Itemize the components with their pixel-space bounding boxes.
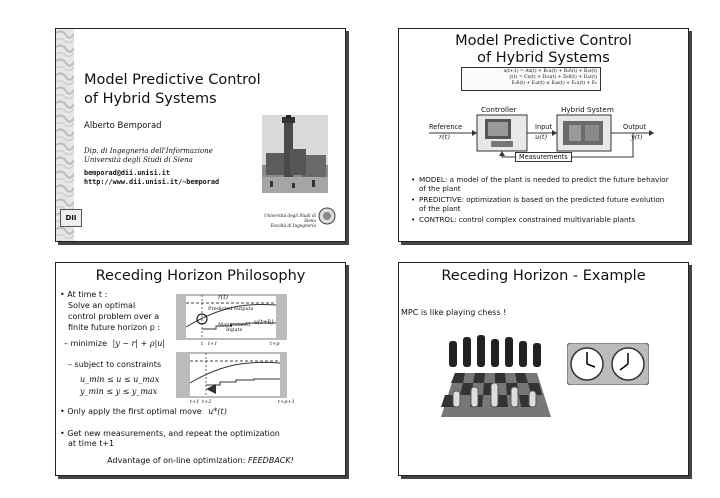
bullet-only-apply: • Only apply the first optimal move u*(t) [60,407,227,416]
title-line-2: of Hybrid Systems [477,50,610,66]
affiliation-line-2: Università degli Studi di Siena [84,156,193,164]
slide-title: Receding Horizon - Example [441,268,646,284]
bullet-model: • MODEL: a model of the plant is needed to predict the future behavior of the plant [411,175,669,193]
chess-board-image [441,335,551,417]
equation-2: y(t) = Cx(t) + D₁u(t) + D₂δ(t) + D₃z(t) [509,75,597,80]
siena-tower-photo [262,115,328,193]
equation-3: E₂δ(t) + E₃z(t) ≤ E₄x(t) + E₁u(t) + E₅ [511,81,597,86]
solve-line-3: finite future horizon p : [68,323,161,332]
input-symbol: u(t) [535,133,548,141]
plot-time-t: t [201,341,204,347]
chess-analogy-text: MPC is like playing chess ! [401,308,507,317]
university-line-2: Facoltà di Ingegneria [270,223,316,228]
controller-label: Controller [481,105,517,114]
bullet-at-time: • At time t : [60,290,108,299]
minimize-expression: |y − r| + ρ|u| [112,339,166,348]
affiliation-line-1: Dip. di Ingegneria dell'Informazione [84,147,213,155]
plot-time-tp1: t+p+1 [278,399,295,405]
plot-time-t1-lower: t+1 [190,399,200,405]
homepage-link[interactable]: http://www.dii.unisi.it/~bemporad [84,178,220,186]
solve-line-1: Solve an optimal [68,301,136,310]
plot-manipulated-line-1: Manipulated [218,322,251,328]
plot-manipulated-line-2: Inputs [225,327,243,333]
advantage-line: Advantage of on-line optimization: FEEDBACK! [107,456,294,465]
chess-clock-image [567,343,649,385]
university-seal-icon [318,207,336,225]
subject-to-label: – subject to constraints [68,360,162,369]
reference-symbol: r(t) [439,133,450,141]
plot-predicted-outputs: Predicted outputs [208,306,254,312]
output-label: Output [623,123,646,131]
plot-time-t2: t+2 [202,399,212,405]
bullet-predictive: • PREDICTIVE: optimization is based on the predicted future evolution of the plant [411,195,665,213]
plot-time-t1: t+1 [208,341,218,347]
bullet-get-new: • Get new measurements, and repeat the optimization at time t+1 [60,429,280,448]
plot-input-sequence: u(t+k) [254,319,274,326]
university-line-1: Università degli Studi di Siena [264,213,316,223]
plot-reference-label: r(t) [218,294,228,301]
slide-example [398,262,689,476]
slide-mpc-overview [398,28,689,242]
title-line-1: Model Predictive Control [455,33,632,49]
measurements-label: Measurements [515,152,572,162]
solve-line-2: control problem over a [68,312,160,321]
reference-label: Reference [429,123,463,131]
title-line-2: of Hybrid Systems [84,91,217,107]
slide-receding-horizon [55,262,346,476]
equation-1: x(t+1) = Ax(t) + B₁u(t) + B₂δ(t) + B₃z(t) [503,69,597,74]
email-link[interactable]: bemporad@dii.unisi.it [84,169,170,177]
bullet-control: • CONTROL: control complex constrained multivariable plants [411,215,636,224]
plot-time-tp: t+p [270,341,280,347]
slide-title [55,28,346,242]
input-constraint: u_min ≤ u ≤ u_max [80,375,160,384]
title-line-1: Model Predictive Control [84,72,261,88]
hybrid-model-equations [461,67,601,91]
slide-title: Receding Horizon Philosophy [95,268,306,284]
output-symbol: y(t) [631,133,643,141]
author: Alberto Bemporad [84,121,162,131]
minimize-label: – minimize [64,339,107,348]
hybrid-system-label: Hybrid System [561,105,614,114]
input-label: Input [535,123,553,131]
output-constraint: y_min ≤ y ≤ y_max [80,387,158,396]
dii-logo: DII [60,209,82,227]
